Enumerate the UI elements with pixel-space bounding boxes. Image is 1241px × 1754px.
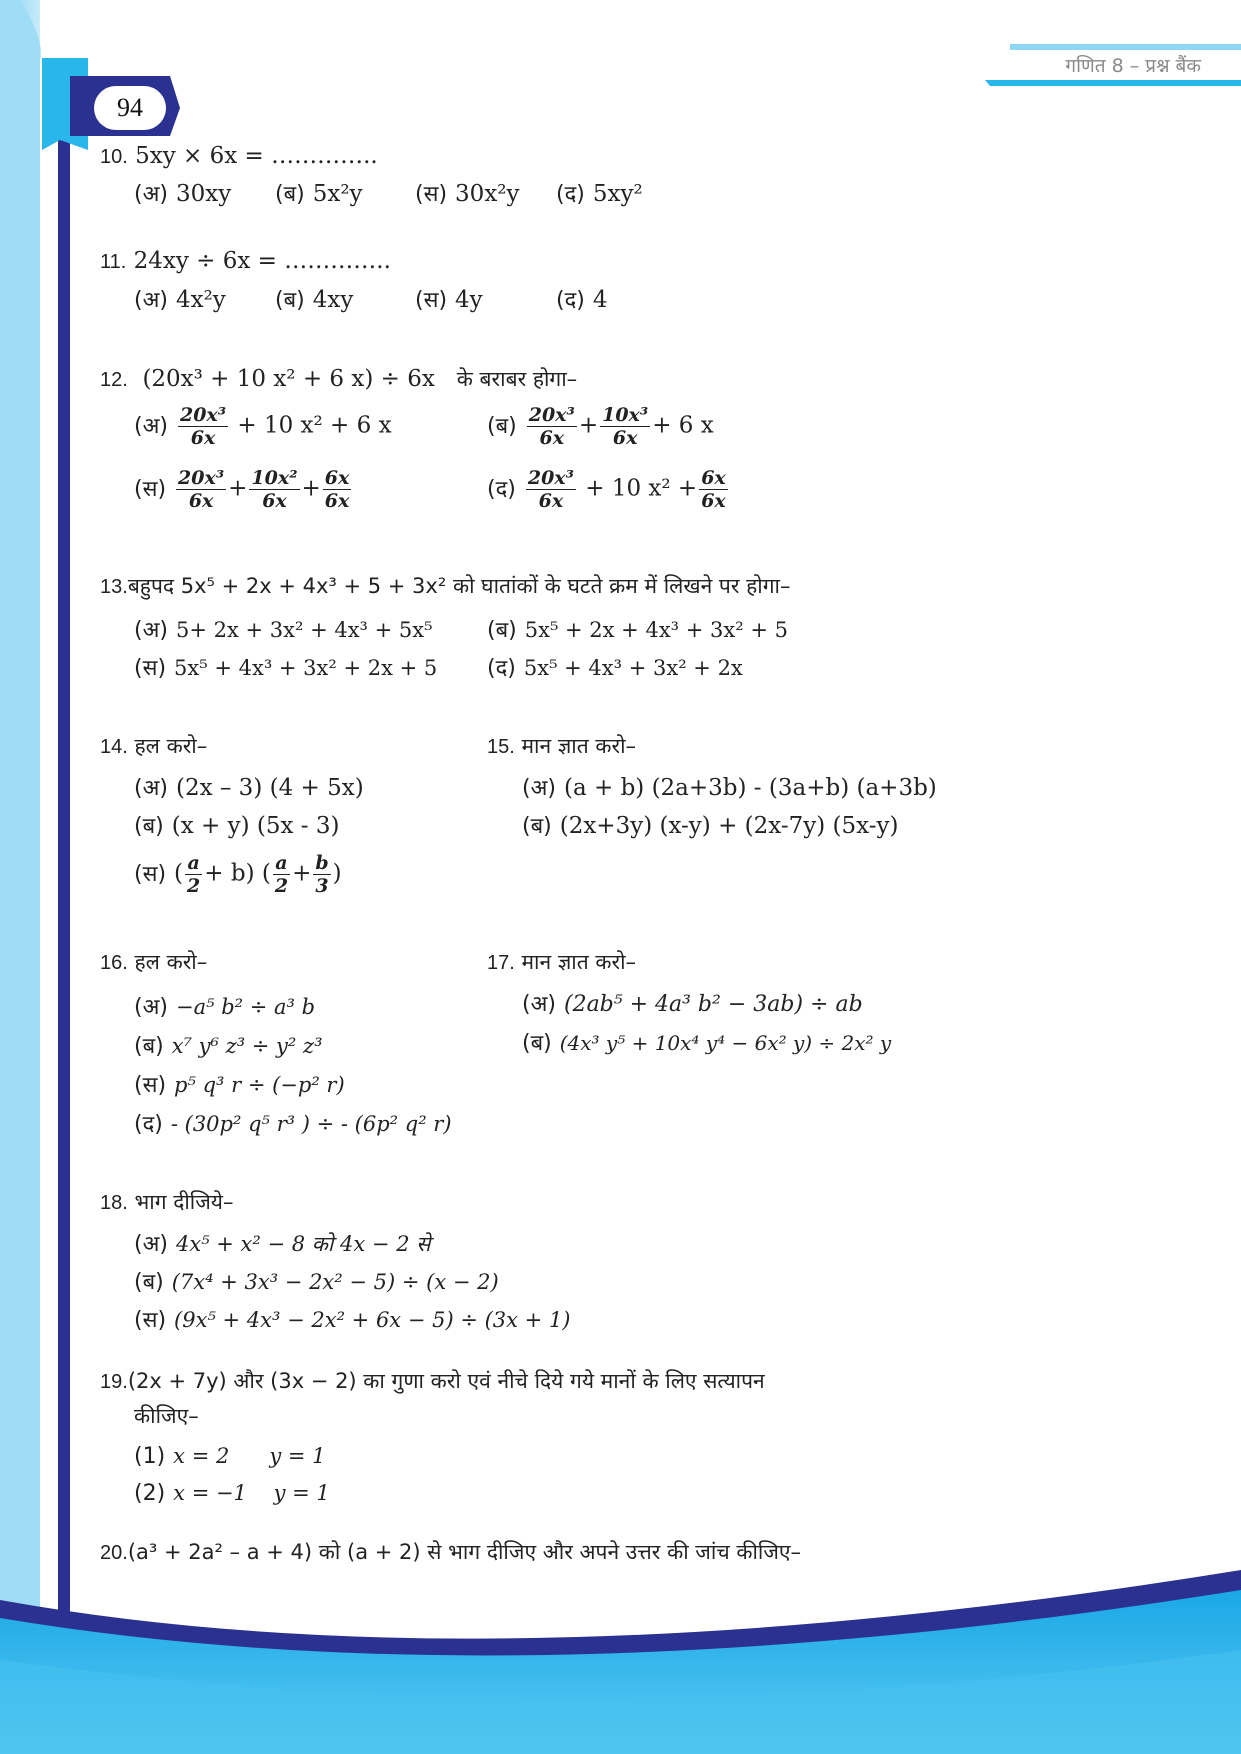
page-number: 94 — [94, 86, 166, 130]
option: (द) - (30p² q⁵ r³ ) ÷ - (6p² q² r) — [134, 1112, 452, 1137]
question-19: 19.(2x + 7y) और (3x − 2) का गुणा करो एवं नीचे दिये गये मानों के लिए सत्यापन — [100, 1369, 765, 1393]
option: (स) 4y — [415, 287, 483, 313]
option: (ब) (4x³ y⁵ + 10x⁴ y⁴ − 6x² y) ÷ 2x² y — [522, 1031, 892, 1056]
option: (ब) (x + y) (5x - 3) — [134, 813, 340, 839]
option: (अ) −a⁵ b² ÷ a³ b — [134, 995, 316, 1020]
option: (स) 30x²y — [415, 181, 520, 207]
left-dark-bar — [58, 60, 70, 1620]
option: (अ) 30xy — [134, 181, 232, 207]
header-underline — [985, 80, 1241, 86]
question-16: 16. हल करो– — [100, 950, 208, 974]
option: (द) 5x⁵ + 4x³ + 3x² + 2x — [487, 656, 743, 681]
option: (ब) 4xy — [275, 287, 354, 313]
option: (अ) 4x⁵ + x² − 8 को 4x − 2 से — [134, 1232, 431, 1257]
option: (द) 5xy² — [556, 181, 643, 207]
option: (अ) 5+ 2x + 3x² + 4x³ + 5x⁵ — [134, 618, 433, 643]
option-c: (स) $\frac{\text{20x³}}{6x}$ + $\frac{\text{10x²}}{6x}$ + $\frac{6x}{6x}$ — [134, 467, 350, 512]
option: (ब) (7x⁴ + 3x³ − 2x² − 5) ÷ (x − 2) — [134, 1270, 499, 1295]
option: (अ) (2x – 3) (4 + 5x) — [134, 775, 364, 801]
question-13: 13.बहुपद 5x⁵ + 2x + 4x³ + 5 + 3x² को घातांकों के घटते क्रम में लिखने पर होगा– — [100, 574, 791, 598]
option: (ब) (2x+3y) (x-y) + (2x-7y) (5x-y) — [522, 813, 899, 839]
question-11: 11. 24xy ÷ 6x = ………….. — [100, 248, 391, 274]
question-14: 14. हल करो– — [100, 734, 208, 758]
option: (स) p⁵ q³ r ÷ (−p² r) — [134, 1073, 345, 1098]
question-17: 17. मान ज्ञात करो– — [487, 950, 637, 974]
question-20: 20.(a³ + 2a² – a + 4) को (a + 2) से भाग दीजिए और अपने उत्तर की जांच कीजिए– — [100, 1540, 802, 1564]
option: (स) ( $\frac{a}{2}$ + b) ( $\frac{a}{2}$ + $\frac{b}{3}$ ) — [134, 852, 342, 897]
option-a: (अ) $\frac{\text{20x³}}{6x}$ + 10 x² + 6 x — [134, 404, 392, 449]
option: (2) x = −1 y = 1 — [134, 1481, 330, 1506]
question-10: 10. 5xy × 6x = ………….. — [100, 143, 378, 169]
question-12: 12. (20x³ + 10 x² + 6 x) ÷ 6x के बराबर होगा– — [100, 366, 578, 392]
option: (ब) 5x⁵ + 2x + 4x³ + 3x² + 5 — [487, 618, 788, 643]
option: (स) (9x⁵ + 4x³ − 2x² + 6x − 5) ÷ (3x + 1) — [134, 1308, 571, 1333]
question-19-line2: कीजिए– — [134, 1404, 199, 1428]
option: (अ) 4x²y — [134, 287, 226, 313]
option: (1) x = 2 y = 1 — [134, 1444, 326, 1469]
option-d: (द) $\frac{\text{20x³}}{6x}$ + 10 x² + $\frac{6x}{6x}$ — [487, 467, 726, 512]
option-b: (ब) $\frac{\text{20x³}}{6x}$ + $\frac{\text{10x³}}{6x}$ + 6 x — [487, 404, 714, 449]
question-15: 15. मान ज्ञात करो– — [487, 734, 637, 758]
option: (अ) (2ab⁵ + 4a³ b² − 3ab) ÷ ab — [522, 992, 863, 1017]
option: (ब) x⁷ y⁶ z³ ÷ y² z³ — [134, 1034, 323, 1059]
option: (द) 4 — [556, 287, 608, 313]
option: (ब) 5x²y — [275, 181, 363, 207]
option: (स) 5x⁵ + 4x³ + 3x² + 2x + 5 — [134, 656, 438, 681]
book-title: गणित 8 – प्रश्न बैंक — [1065, 55, 1201, 77]
option: (अ) (a + b) (2a+3b) - (3a+b) (a+3b) — [522, 775, 937, 801]
question-18: 18. भाग दीजिये– — [100, 1190, 234, 1214]
